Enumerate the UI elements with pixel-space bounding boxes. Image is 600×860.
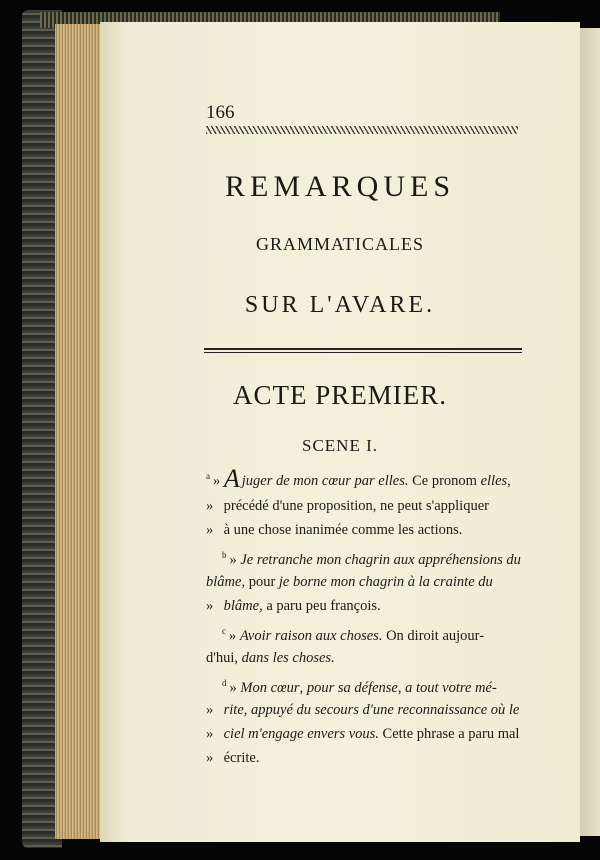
act-heading: ACTE PREMIER. — [232, 380, 447, 410]
wavy-ornament-rule — [206, 126, 518, 134]
drop-cap: A — [223, 464, 240, 493]
note-c-line-1: $^c$ » Avoir raison aux choses. On diroit aujour- — [222, 626, 485, 644]
note-a-line-1: $^a$ » A juger de mon cœur par elles. Ce pronom elles, — [206, 464, 511, 493]
note-d-line-3: » ciel m'engage envers vous. Cette phrase a paru mal — [206, 726, 520, 742]
page-edges — [55, 24, 105, 839]
note-b-line-2: blâme, pour je borne mon chagrin à la crainte du — [206, 574, 493, 590]
note-b-line-1: $^b$ » Je retranche mon chagrin aux appréhensions du — [222, 550, 521, 568]
note-d-line-4: » écrite. — [206, 750, 260, 766]
note-a-marker: a — [206, 471, 210, 482]
book-page — [100, 22, 580, 842]
note-d-line-1: $^d$ » Mon cœur, pour sa défense, a tout votre mé- — [222, 678, 497, 696]
note-c-marker: c — [222, 626, 226, 636]
note-a-line-2: » précédé d'une proposition, ne peut s'appliquer — [206, 498, 489, 514]
double-rule — [204, 348, 522, 353]
scene-heading: SCENE I. — [302, 436, 378, 455]
note-b-marker: b — [222, 550, 227, 560]
note-d-line-2: » rite, appuyé du secours d'une reconnaissance où le — [206, 702, 520, 718]
note-c-line-2: d'hui, dans les choses. — [206, 650, 335, 666]
page-number: 166 — [206, 102, 235, 123]
page-content — [100, 22, 580, 842]
work-title: SUR L'AVARE. — [244, 292, 436, 318]
page-subtitle: GRAMMATICALES — [255, 234, 424, 254]
note-a-line-3: » à une chose inanimée comme les actions. — [206, 522, 463, 538]
next-page-edge — [578, 28, 600, 836]
note-d-marker: d — [222, 678, 227, 688]
note-b-line-3: » blâme, a paru peu françois. — [206, 598, 381, 614]
page-title: REMARQUES — [224, 170, 456, 203]
